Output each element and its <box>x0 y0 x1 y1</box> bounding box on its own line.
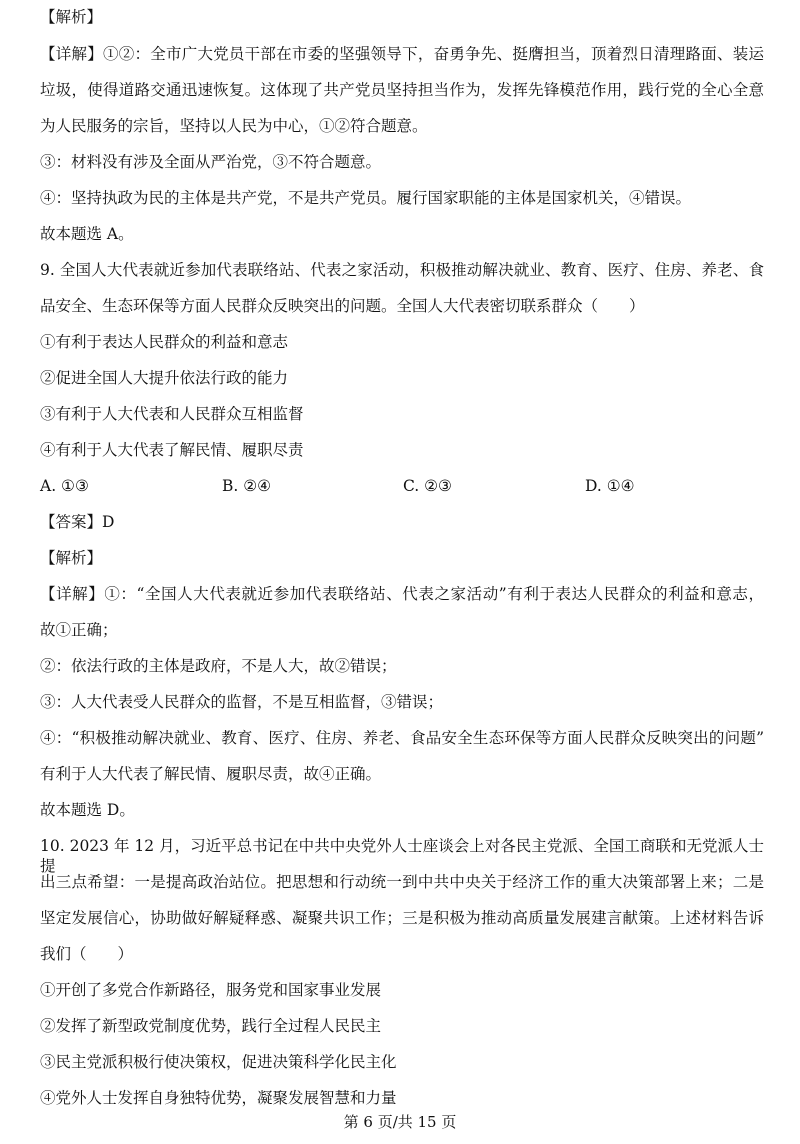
question-stem: 我们（ ） <box>40 945 134 963</box>
detail-line: 【详解】①：“全国人大代表就近参加代表联络站、代表之家活动”有利于表达人民群众的利益和意志， <box>40 585 764 603</box>
statement: ②促进全国人大提升依法行政的能力 <box>40 369 289 387</box>
detail-line: 【详解】①②：全市广大党员干部在市委的坚强领导下，奋勇争先、挺膺担当，顶着烈日清理路面、装运 <box>40 45 764 63</box>
detail-point: ④：“积极推动解决就业、教育、医疗、住房、养老、食品安全生态环保等方面人民群众反映突出的问题” <box>40 729 764 747</box>
statement: ③民主党派积极行使决策权，促进决策科学化民主化 <box>40 1053 397 1071</box>
option-a: A. ①③ <box>40 477 89 495</box>
answer: 【答案】D <box>40 513 115 531</box>
detail-line: 为人民服务的宗旨，坚持以人民为中心，①②符合题意。 <box>40 117 428 135</box>
detail-point: ②：依法行政的主体是政府，不是人大，故②错误； <box>40 657 397 675</box>
statement: ④有利于人大代表了解民情、履职尽责 <box>40 441 304 459</box>
statement: ③有利于人大代表和人民群众互相监督 <box>40 405 304 423</box>
statement: ①开创了多党合作新路径，服务党和国家事业发展 <box>40 981 382 999</box>
conclusion: 故本题选 D。 <box>40 801 135 819</box>
question-stem: 出三点希望：一是提高政治站位。把思想和行动统一到中共中央关于经济工作的重大决策部署上来；二是 <box>40 873 764 891</box>
detail-point: ③：材料没有涉及全面从严治党，③不符合题意。 <box>40 153 382 171</box>
analysis-label: 【解析】 <box>40 549 103 567</box>
detail-point: ④：坚持执政为民的主体是共产党，不是共产党员。履行国家职能的主体是国家机关，④错误。 <box>40 189 692 207</box>
detail-point: ③：人大代表受人民群众的监督，不是互相监督，③错误； <box>40 693 444 711</box>
question-stem: 坚定发展信心，协助做好解疑释惑、凝聚共识工作；三是积极为推动高质量发展建言献策。上述材料告诉 <box>40 909 764 927</box>
conclusion: 故本题选 A。 <box>40 225 134 243</box>
detail-line: 垃圾，使得道路交通迅速恢复。这体现了共产党员坚持担当作为，发挥先锋模范作用，践行党的全心全意 <box>40 81 764 99</box>
detail-line: 有利于人大代表了解民情、履职尽责，故④正确。 <box>40 765 382 783</box>
option-d: D. ①④ <box>585 477 635 495</box>
option-c: C. ②③ <box>403 477 452 495</box>
statement: ②发挥了新型政党制度优势，践行全过程人民民主 <box>40 1017 382 1035</box>
question-stem: 9. 全国人大代表就近参加代表联络站、代表之家活动，积极推动解决就业、教育、医疗、住房、养老、食 <box>40 261 764 279</box>
question-stem: 品安全、生态环保等方面人民群众反映突出的问题。全国人大代表密切联系群众（ ） <box>40 297 645 315</box>
question-stem: 10. 2023 年 12 月，习近平总书记在中共中央党外人士座谈会上对各民主党派、全国工商联和无党派人士提 <box>40 837 764 875</box>
analysis-label: 【解析】 <box>40 8 103 26</box>
option-b: B. ②④ <box>222 477 272 495</box>
statement: ④党外人士发挥自身独特优势，凝聚发展智慧和力量 <box>40 1089 397 1107</box>
detail-line: 故①正确； <box>40 621 118 639</box>
statement: ①有利于表达人民群众的利益和意志 <box>40 333 289 351</box>
page-footer: 第 6 页/共 15 页 <box>343 1113 457 1131</box>
